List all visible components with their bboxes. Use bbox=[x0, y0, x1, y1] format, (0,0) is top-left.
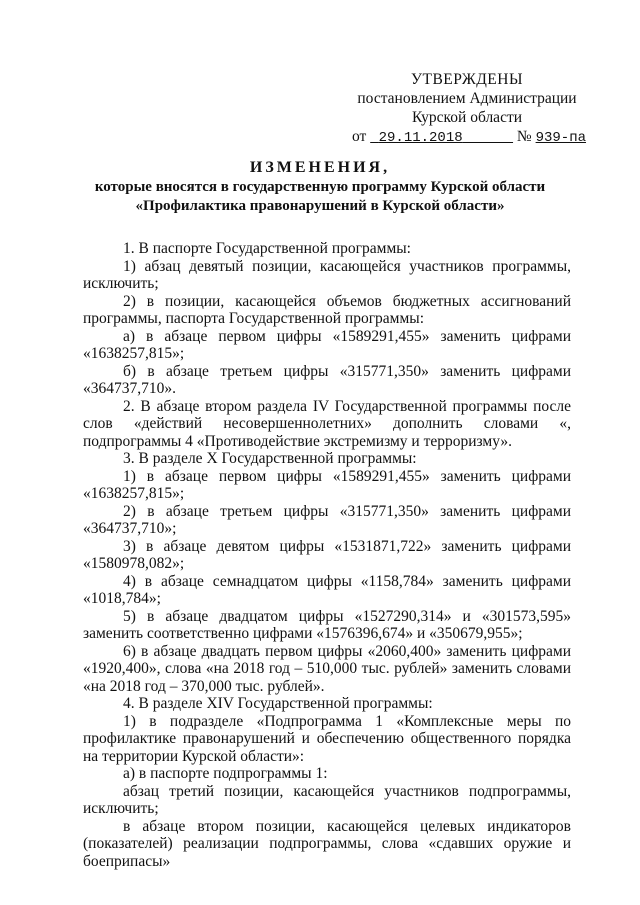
paragraph: 4) в абзаце семнадцатом цифры «1158,784» заменить цифрами «1018,784»; bbox=[83, 572, 571, 607]
approval-line-1: постановлением Администрации bbox=[357, 90, 577, 107]
paragraph: 3) в абзаце девятом цифры «1531871,722» заменить цифрами «1580978,082»; bbox=[83, 537, 571, 572]
approval-date: 29.11.2018 bbox=[378, 130, 463, 146]
paragraph: в абзаце втором позиции, касающейся целевых индикаторов (показателей) реализации подпрограммы, слова «сдавших оружие и боеприпасы» bbox=[83, 817, 571, 870]
document-heading bbox=[0, 158, 640, 216]
document-body bbox=[83, 240, 571, 870]
paragraph: 2) в абзаце третьем цифры «315771,350» заменить цифрами «364737,710»; bbox=[83, 502, 571, 537]
date-prefix: от bbox=[352, 128, 367, 145]
paragraph: 1) в подразделе «Подпрограмма 1 «Комплексные меры по профилактике правонарушений и обеспечению общественного порядка на территории Курской области»: bbox=[83, 712, 571, 765]
heading-line-2: «Профилактика правонарушений в Курской области» bbox=[135, 198, 505, 214]
approval-stamp bbox=[352, 70, 587, 148]
paragraph: 5) в абзаце двадцатом цифры «1527290,314» и «301573,595» заменить соответственно цифрами «1576396,674» и «350679,955»; bbox=[83, 607, 571, 642]
paragraph: а) в паспорте подпрограммы 1: bbox=[123, 765, 328, 782]
paragraph: абзац третий позиции, касающейся участников подпрограммы, исключить; bbox=[83, 782, 571, 817]
paragraph: 1. В паспорте Государственной программы: bbox=[123, 240, 411, 257]
paragraph: б) в абзаце третьем цифры «315771,350» заменить цифрами «364737,710». bbox=[83, 362, 571, 397]
approval-date-line bbox=[352, 127, 587, 148]
approval-number: 939-па bbox=[535, 130, 587, 146]
paragraph: 1) в абзаце первом цифры «1589291,455» заменить цифрами «1638257,815»; bbox=[83, 467, 571, 502]
heading-title: ИЗМЕНЕНИЯ, bbox=[249, 159, 391, 176]
approval-line-2: Курской области bbox=[411, 109, 523, 126]
number-prefix: № bbox=[516, 128, 532, 145]
paragraph: 3. В разделе X Государственной программы: bbox=[123, 450, 417, 467]
paragraph: а) в абзаце первом цифры «1589291,455» заменить цифрами «1638257,815»; bbox=[83, 327, 571, 362]
paragraph: 1) абзац девятый позиции, касающейся участников программы, исключить; bbox=[83, 257, 571, 292]
heading-line-1: которые вносятся в государственную программу Курской области bbox=[94, 179, 546, 195]
paragraph: 6) в абзаце двадцать первом цифры «2060,400» заменить цифрами «1920,400», слова «на 2018 год – 510,000 тыс. рублей» заменить словами «на 2018 год – 370,000 тыс. рублей». bbox=[83, 642, 571, 695]
paragraph: 2) в позиции, касающейся объемов бюджетных ассигнований программы, паспорта Государственной программы: bbox=[83, 292, 571, 327]
paragraph: 2. В абзаце втором раздела IV Государственной программы после слов «действий несовершеннолетних» дополнить словами «, подпрограммы 4 «Противодействие экстремизму и терроризму». bbox=[83, 397, 571, 450]
approval-title: УТВЕРЖДЕНЫ bbox=[411, 71, 523, 88]
paragraph: 4. В разделе XIV Государственной программы: bbox=[123, 695, 433, 712]
